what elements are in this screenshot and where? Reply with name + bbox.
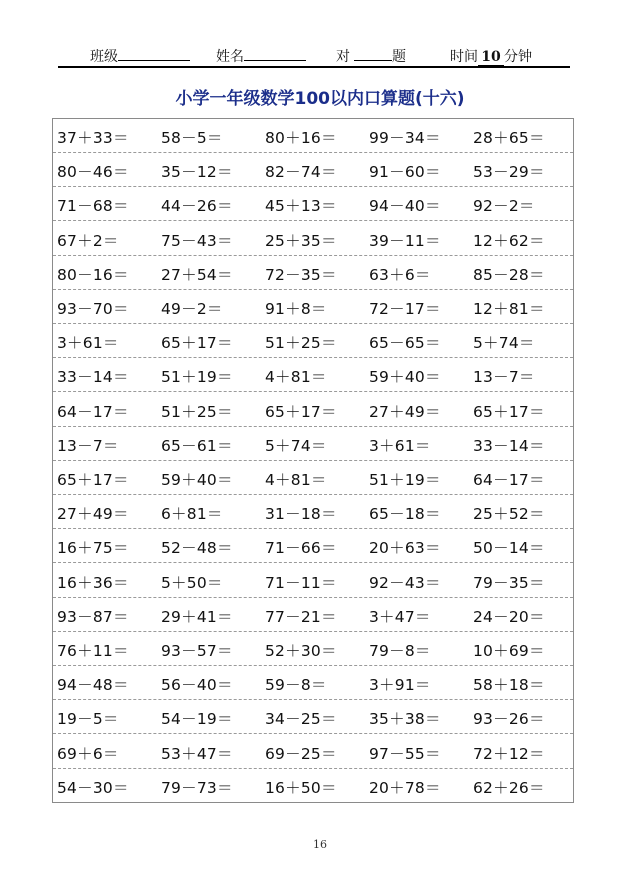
name-blank[interactable] [244,46,306,61]
problem-cell[interactable]: 91＋8＝ [265,300,327,318]
problem-cell[interactable]: 29＋41＝ [161,607,233,626]
problem-cell[interactable]: 13－7＝ [57,436,119,455]
problem-cell[interactable]: 80＋16＝ [265,129,337,147]
problem-cell[interactable]: 13－7＝ [473,368,535,387]
problem-cell[interactable]: 64－17＝ [57,402,129,421]
problem-cell[interactable]: 3＋91＝ [369,676,431,695]
questions-label: 题 [392,49,406,65]
problem-cell[interactable]: 94－48＝ [57,676,129,695]
problem-cell[interactable]: 64－17＝ [473,471,545,489]
problem-row [53,324,573,358]
problem-cell[interactable]: 94－40＝ [369,197,441,216]
problem-cell[interactable]: 12＋81＝ [473,300,545,318]
problem-cell[interactable]: 25＋35＝ [265,231,337,250]
problem-cell[interactable]: 31－18＝ [265,505,337,524]
problem-cell[interactable]: 93－57＝ [161,642,233,660]
problem-cell[interactable]: 63＋6＝ [369,265,431,284]
problem-cell[interactable]: 65－65＝ [369,334,441,353]
problem-row [53,256,573,290]
problem-row [53,358,573,392]
problem-row [53,632,573,666]
problem-row [53,735,573,769]
problem-cell[interactable]: 79－35＝ [473,573,545,592]
problem-row [53,119,573,153]
problem-cell[interactable]: 25＋52＝ [473,505,545,524]
problem-cell[interactable]: 51＋19＝ [369,471,441,489]
correct-label: 对 [336,49,350,65]
problem-cell[interactable]: 19－5＝ [57,710,119,729]
problem-cell[interactable]: 72－35＝ [265,265,337,284]
problem-cell[interactable]: 59＋40＝ [161,471,233,489]
problem-cell[interactable]: 65－18＝ [369,505,441,524]
problem-cell[interactable]: 93－26＝ [473,710,545,729]
problem-cell[interactable]: 76＋11＝ [57,642,129,660]
problem-row [53,495,573,529]
problem-cell[interactable]: 52＋30＝ [265,642,337,660]
problem-cell[interactable]: 82－74＝ [265,163,337,182]
problem-row [53,393,573,427]
problem-cell[interactable]: 71－66＝ [265,539,337,558]
problem-cell[interactable]: 71－68＝ [57,197,129,216]
problem-cell[interactable]: 72＋12＝ [473,744,545,763]
problem-cell[interactable]: 4＋81＝ [265,471,327,489]
problem-cell[interactable]: 51＋19＝ [161,368,233,387]
problem-row [53,222,573,256]
problem-cell[interactable]: 34－25＝ [265,710,337,729]
class-field[interactable] [90,46,190,66]
problem-cell[interactable]: 79－73＝ [161,778,233,797]
problem-cell[interactable]: 53－29＝ [473,163,545,182]
problem-cell[interactable]: 67＋2＝ [57,231,119,250]
problem-cell[interactable]: 20＋63＝ [369,539,441,558]
problem-cell[interactable]: 92－43＝ [369,573,441,592]
class-label: 班级 [90,49,118,65]
problem-cell[interactable]: 39－11＝ [369,231,441,250]
problem-cell[interactable]: 45＋13＝ [265,197,337,216]
problem-cell[interactable]: 65＋17＝ [473,402,545,421]
problem-cell[interactable]: 3＋61＝ [369,436,431,455]
problem-cell[interactable]: 4＋81＝ [265,368,327,387]
problem-cell[interactable]: 93－70＝ [57,300,129,318]
problem-cell[interactable]: 62＋26＝ [473,778,545,797]
problem-cell[interactable]: 69＋6＝ [57,744,119,763]
time-field [450,46,532,66]
problem-cell[interactable]: 65＋17＝ [161,334,233,353]
problem-row [53,769,573,803]
problem-cell[interactable]: 37＋33＝ [57,129,129,147]
time-unit: 分钟 [504,49,532,65]
problem-row [53,564,573,598]
problem-cell[interactable]: 69－25＝ [265,744,337,763]
problem-cell[interactable]: 51＋25＝ [265,334,337,353]
problem-row [53,153,573,187]
problem-cell[interactable]: 27＋49＝ [369,402,441,421]
problem-cell[interactable]: 16＋75＝ [57,539,129,558]
problem-cell[interactable]: 12＋62＝ [473,231,545,250]
problem-cell[interactable]: 85－28＝ [473,265,545,284]
time-value: 10 [478,49,504,66]
problem-cell[interactable]: 27＋49＝ [57,505,129,524]
problem-cell[interactable]: 27＋54＝ [161,265,233,284]
problem-cell[interactable]: 3＋47＝ [369,607,431,626]
problem-cell[interactable]: 58－5＝ [161,129,223,147]
problem-cell[interactable]: 65＋17＝ [57,471,129,489]
problem-cell[interactable]: 59－8＝ [265,676,327,695]
problem-cell[interactable]: 77－21＝ [265,607,337,626]
problem-cell[interactable]: 58＋18＝ [473,676,545,695]
problem-row [53,290,573,324]
score-field[interactable] [336,46,406,66]
name-label: 姓名 [216,49,244,65]
problem-cell[interactable]: 71－11＝ [265,573,337,592]
problem-cell[interactable]: 54－19＝ [161,710,233,729]
problem-cell[interactable]: 5＋74＝ [265,436,327,455]
page-number: 16 [313,838,327,851]
problem-cell[interactable]: 33－14＝ [57,368,129,387]
problem-cell[interactable]: 6＋81＝ [161,505,223,524]
problem-cell[interactable]: 28＋65＝ [473,129,545,147]
problem-cell[interactable]: 44－26＝ [161,197,233,216]
worksheet-header [58,44,570,68]
problem-cell[interactable]: 99－34＝ [369,129,441,147]
problem-cell[interactable]: 75－43＝ [161,231,233,250]
problem-cell[interactable]: 80－16＝ [57,265,129,284]
problem-cell[interactable]: 35＋38＝ [369,710,441,729]
problem-cell[interactable]: 3＋61＝ [57,334,119,353]
problem-cell[interactable]: 92－2＝ [473,197,535,216]
problem-cell[interactable]: 80－46＝ [57,163,129,182]
problem-grid [52,118,574,803]
time-label: 时间 [450,49,478,65]
problem-cell[interactable]: 35－12＝ [161,163,233,182]
problem-row [53,598,573,632]
problem-cell[interactable]: 5＋74＝ [473,334,535,353]
class-blank[interactable] [118,46,190,61]
problem-row [53,187,573,221]
problem-cell[interactable]: 59＋40＝ [369,368,441,387]
problem-cell[interactable]: 53＋47＝ [161,744,233,763]
problem-cell[interactable]: 93－87＝ [57,607,129,626]
worksheet-title: 小学一年级数学100以内口算题(十六) [175,89,465,109]
problem-cell[interactable]: 97－55＝ [369,744,441,763]
problem-cell[interactable]: 16＋36＝ [57,573,129,592]
problem-cell[interactable]: 10＋69＝ [473,642,545,660]
problem-cell[interactable]: 65＋17＝ [265,402,337,421]
problem-cell[interactable]: 51＋25＝ [161,402,233,421]
problem-cell[interactable]: 54－30＝ [57,778,129,797]
problem-row [53,666,573,700]
problem-row [53,461,573,495]
problem-row [53,700,573,734]
problem-cell[interactable]: 52－48＝ [161,539,233,558]
score-blank[interactable] [354,46,392,61]
problem-cell[interactable]: 5＋50＝ [161,573,223,592]
problem-cell[interactable]: 91－60＝ [369,163,441,182]
problem-cell[interactable]: 16＋50＝ [265,778,337,797]
name-field[interactable] [216,46,306,66]
problem-cell[interactable]: 49－2＝ [161,300,223,318]
problem-cell[interactable]: 65－61＝ [161,436,233,455]
problem-cell[interactable]: 33－14＝ [473,436,545,455]
problem-cell[interactable]: 72－17＝ [369,300,441,318]
problem-cell[interactable]: 79－8＝ [369,642,431,660]
problem-cell[interactable]: 50－14＝ [473,539,545,558]
problem-cell[interactable]: 20＋78＝ [369,778,441,797]
problem-cell[interactable]: 56－40＝ [161,676,233,695]
problem-row [53,427,573,461]
problem-row [53,529,573,563]
problem-cell[interactable]: 24－20＝ [473,607,545,626]
